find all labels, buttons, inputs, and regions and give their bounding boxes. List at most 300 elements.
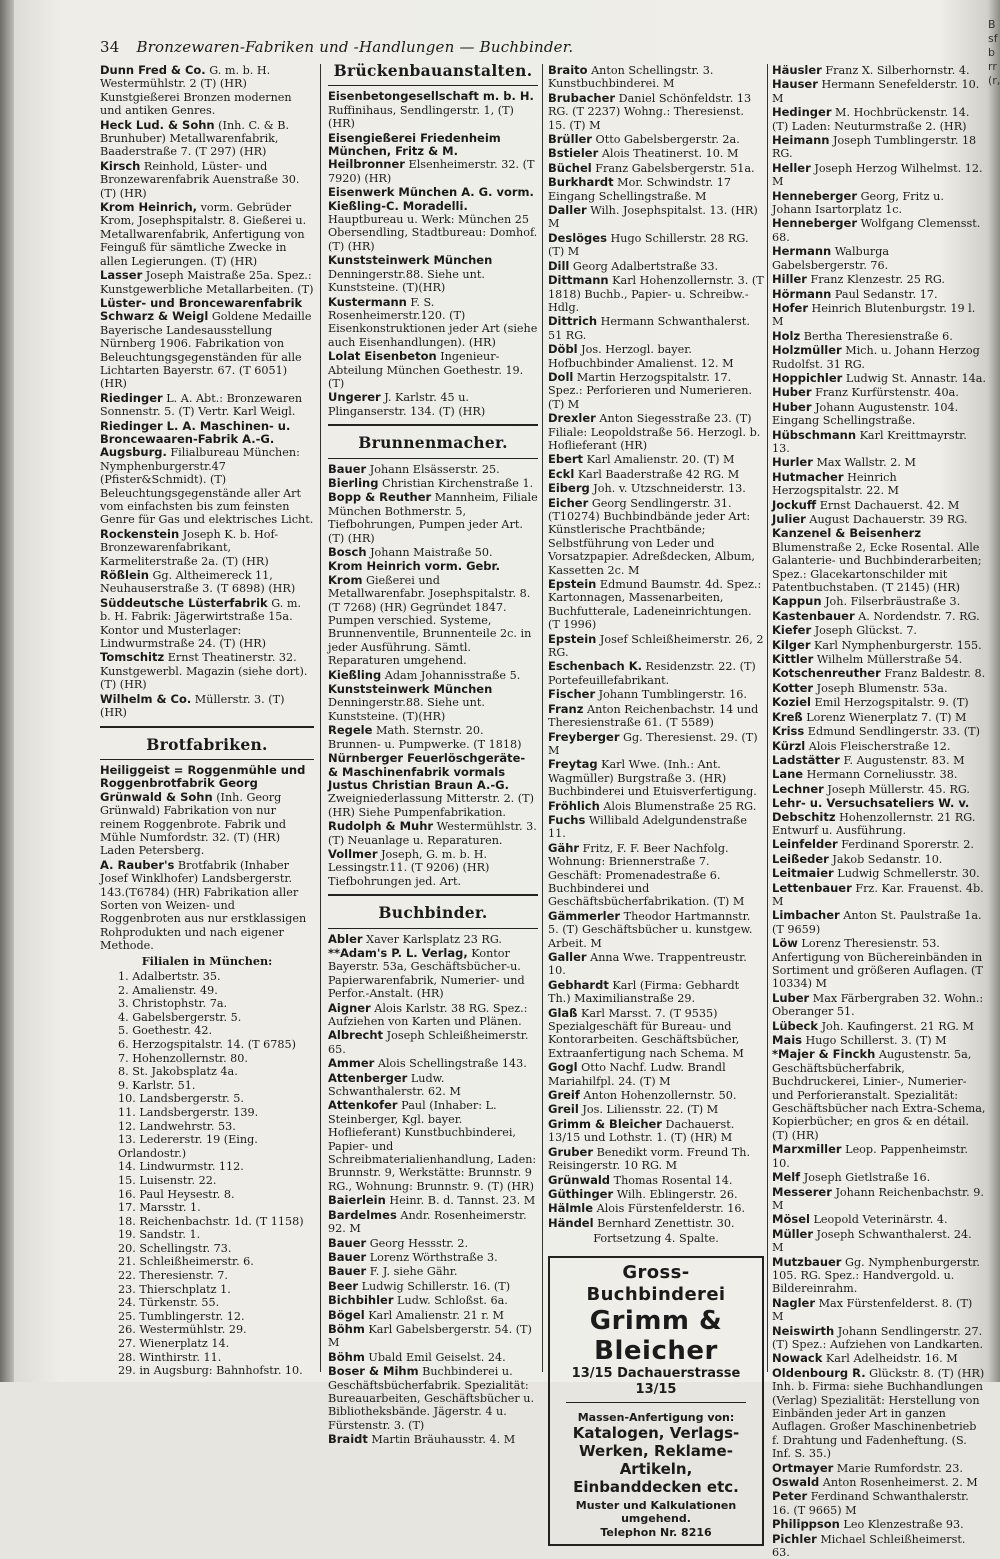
directory-entry <box>328 391 538 418</box>
entry-name: Kießling <box>328 667 382 682</box>
directory-entry <box>772 106 986 133</box>
entry-name: A. Rauber's <box>100 857 175 872</box>
directory-entry <box>100 528 314 568</box>
entry-text: Bernhard Zenettistr. 30. <box>593 1216 735 1230</box>
entry-text: Denningerstr.88. Siehe unt. Kunststeine. (T)(HR) <box>328 267 485 295</box>
entry-name: Döbl <box>548 342 578 357</box>
directory-entry <box>548 497 764 577</box>
filiale-item: 21. Schleißheimerstr. 6. <box>118 1255 254 1269</box>
directory-entry <box>772 499 986 512</box>
entry-text: Lorenz Wienerplatz 7. (T) M <box>802 710 967 724</box>
filiale-item: 1. Adalbertstr. 35. <box>118 970 221 983</box>
directory-entry <box>328 1002 538 1029</box>
entry-text: Johann Reichenbachstr. 9. M <box>772 1185 984 1212</box>
filiale-item: 6. Herzogspitalstr. 14. (T 6785) <box>118 1037 297 1051</box>
entry-name: Glaß <box>548 1005 578 1020</box>
entry-text: Martin Bräuhausstr. 4. M <box>367 1433 516 1447</box>
entry-text: Leop. Pappenheimstr. 10. <box>772 1143 968 1170</box>
directory-entry <box>772 372 986 385</box>
entry-name: Kotter <box>772 680 814 695</box>
entry-name: Bauer <box>328 461 367 476</box>
entry-name: Heller <box>772 160 811 175</box>
directory-entry <box>100 764 314 858</box>
entry-text: Joseph Herzog Wilhelmst. 12. M <box>772 161 983 189</box>
ad-line-4: Massen-Anfertigung von: <box>577 1410 735 1424</box>
directory-entry <box>548 688 764 701</box>
entry-name: Ebert <box>548 452 584 467</box>
filiale-item: 9. Karlstr. 51. <box>118 1078 196 1092</box>
entry-name: Kittler <box>772 652 814 667</box>
entry-text: Zweigniederlassung Mitterstr. 2. (T) (HR) Siehe Pumpenfabrikation. <box>328 792 534 819</box>
entry-text: Frz. Kar. Frauenst. 4b. M <box>772 881 984 908</box>
filiale-item: 10. Landsbergerstr. 5. <box>118 1092 244 1106</box>
entry-text: Hermann Senefelderstr. 10. M <box>772 78 980 105</box>
entry-name: Kiefer <box>772 623 812 638</box>
directory-entry <box>548 1007 764 1061</box>
entry-name: Bstieler <box>548 146 599 161</box>
directory-entry <box>772 882 986 909</box>
entry-name: Hedinger <box>772 105 832 120</box>
entry-text: Ludwig St. Annastr. 14a. <box>842 371 986 385</box>
entry-name: Krom Heinrich, <box>100 200 198 215</box>
entry-name: Oldenbourg R. <box>772 1365 866 1380</box>
entry-name: Dittmann <box>548 273 609 288</box>
directory-entry <box>548 951 764 978</box>
entry-name: Hutmacher <box>772 469 844 484</box>
entry-text: Gg. Nymphenburgerstr. 105. RG. Spez.: Handvergold. u. Bildereinrahm. <box>772 1255 980 1296</box>
entries-buchbinder-cont <box>548 64 764 1230</box>
entry-name: Eicher <box>548 495 589 510</box>
directory-entry <box>772 1171 986 1184</box>
entry-name: Hermann <box>772 244 832 259</box>
directory-entry <box>548 468 764 481</box>
directory-entry <box>548 453 764 466</box>
entry-text: Wilhelm Müllerstraße 54. <box>813 653 963 667</box>
directory-entry <box>548 758 764 798</box>
entry-text: Hugo Schillerst. 3. (T) M <box>802 1034 947 1048</box>
directory-entry <box>548 578 764 632</box>
entry-name: Kunststeinwerk München <box>328 253 493 268</box>
entry-text: Karl Gabelsbergerstr. 54. (T) M <box>328 1322 532 1350</box>
directory-entry <box>328 132 538 186</box>
directory-entry <box>772 797 986 837</box>
entry-name: Ladstätter <box>772 752 840 767</box>
entry-text: Joseph Gietlstraße 16. <box>800 1171 931 1185</box>
entry-name: Dill <box>548 258 570 273</box>
directory-entry <box>548 1061 764 1088</box>
directory-entry <box>772 1048 986 1142</box>
entry-name: Rößlein <box>100 568 149 583</box>
entry-name: Heimann <box>772 133 830 148</box>
directory-entry <box>772 78 986 105</box>
entries-brotfabriken <box>100 764 314 953</box>
entry-name: Grimm & Bleicher <box>548 1116 662 1131</box>
entry-text: Alois Schellingstraße 143. <box>374 1057 527 1071</box>
directory-entry <box>772 429 986 456</box>
entry-text: Johann Augustenstr. 104. Eingang Schellingstraße. <box>772 400 959 428</box>
directory-entry <box>328 683 538 723</box>
entry-text: Denningerstr.88. Siehe unt. Kunststeine. (T)(HR) <box>328 696 485 723</box>
directory-entry <box>328 1029 538 1056</box>
entry-text: Wolfgang Clemensst. 68. <box>772 217 981 244</box>
section-title-brueckenbau: Brückenbauanstalten. <box>333 61 533 80</box>
entry-name: Lolat Eisenbeton <box>328 349 437 364</box>
entry-name: Kunststeinwerk München <box>328 682 493 697</box>
entry-text: Franz X. Silberhornstr. 4. <box>821 64 970 77</box>
entry-text: Heinr. B. d. Tannst. 23. M <box>385 1194 536 1208</box>
entry-name: Eckl <box>548 466 575 481</box>
entry-text: Ingenieur-Abteilung München Goethestr. 19. (T) <box>328 350 524 390</box>
section-title-brotfabriken: Brotfabriken. <box>146 734 268 754</box>
directory-entry <box>772 610 986 623</box>
directory-entry <box>772 1213 986 1226</box>
entry-text: Lorenz Theresienstr. 53. Anfertigung von Büchereinbänden in Sortiment und größeren Auflagen. (T 10334) M <box>772 937 983 991</box>
entry-text: F. Augustenstr. 83. M <box>839 753 965 767</box>
section-divider <box>328 928 538 929</box>
filiale-item: 24. Türkenstr. 55. <box>118 1296 220 1310</box>
entry-name: Heck Lud. & Sohn <box>100 117 215 132</box>
ad-line-2: Grimm & Bleicher <box>589 1305 723 1366</box>
directory-entry <box>548 633 764 660</box>
entry-name: Aigner <box>328 1000 371 1015</box>
section-divider <box>100 726 314 728</box>
directory-entry <box>328 186 538 253</box>
entry-text: (Inh. Georg Grünwald) Fabrikation von nur reinem Roggenbrote. Fabrik und Mühle Numfordstr. 32. (T) (HR) Laden Petersberg. <box>100 790 286 858</box>
directory-entry <box>548 176 764 203</box>
entry-text: Ferdinand Schwanthalerstr. 16. (T 9665) M <box>772 1490 969 1517</box>
entry-name: Luber <box>772 990 810 1005</box>
entry-name: Neiswirth <box>772 1323 835 1338</box>
entry-name: Häusler <box>772 63 822 77</box>
entries-buchbinder-cont-2 <box>772 64 986 1559</box>
entry-name: Tomschitz <box>100 650 165 665</box>
directory-entry <box>328 724 538 751</box>
directory-entry <box>772 1297 986 1324</box>
directory-entry <box>328 752 538 819</box>
entry-name: Böhm <box>328 1349 365 1364</box>
entry-text: Paul (Inhaber: L. Steinberger, Kgl. bayer. Hoflieferant) Kunstbuchbinderei, Papier- und Schreibmaterialienhandlung, Laden: Brunnstr. 9, Werkstätte: Brunnstr. 9 RG., Wohnung: Brunnstr. 9. (T) (HR) <box>328 1099 537 1193</box>
running-title: Bronzewaren-Fabriken und -Handlungen — Buchbinder. <box>136 38 574 56</box>
entry-name: Süddeutsche Lüsterfabrik <box>100 595 268 610</box>
directory-entry <box>100 297 314 391</box>
entry-name: Kustermann <box>328 294 407 309</box>
entry-text: Walburga Gabelsbergerstr. 76. <box>772 245 890 272</box>
entry-name: Burkhardt <box>548 175 614 190</box>
entry-name: Eisengießerei Friedenheim München, Fritz & M. Heilbronner <box>328 130 501 172</box>
directory-entry <box>548 274 764 314</box>
entry-name: Bopp & Reuther <box>328 490 432 505</box>
entry-text: Joseph Schwanthalerst. 24. M <box>772 1227 972 1255</box>
entry-name: Gebhardt <box>548 977 609 992</box>
entry-text: Joh. v. Utzschneiderstr. 13. <box>589 482 746 496</box>
entry-text: Max Fürstenfelderst. 8. (T) M <box>772 1296 973 1324</box>
directory-entry <box>548 1217 764 1230</box>
directory-entry <box>772 1352 986 1365</box>
filiale-item: 13. Ledererstr. 19 (Eing. Orlandostr.) <box>118 1133 258 1160</box>
filiale-item: 3. Christophstr. 7a. <box>118 997 228 1011</box>
entry-text: (Inh. C. & B. Brunhuber) Metallwarenfabrik, Baaderstraße 7. (T 297) (HR) <box>100 118 290 159</box>
entry-name: Doll <box>548 369 574 384</box>
entry-name: Güthinger <box>548 1186 614 1201</box>
entry-text: Karl Baaderstraße 42 RG. M <box>574 467 740 481</box>
directory-entry <box>328 933 538 946</box>
entry-name: Nowack <box>772 1351 823 1366</box>
entry-text: Max Färbergraben 32. Wohn.: Oberanger 51. <box>772 991 984 1019</box>
directory-entry <box>100 201 314 268</box>
entry-name: Braito <box>548 63 588 77</box>
continuation-note: Fortsetzung 4. Spalte. <box>593 1232 719 1246</box>
entry-text: Franz Kurfürstenstr. 40a. <box>811 386 959 400</box>
directory-entry <box>100 693 314 720</box>
directory-entry <box>548 371 764 411</box>
entry-text: Ernst Dachauerst. 42. M <box>816 498 960 512</box>
entries-buchbinder <box>328 933 538 1447</box>
entry-text: Martin Herzogspitalstr. 17. Spez.: Perforieren und Numerieren. (T) M <box>548 370 752 411</box>
entry-text: Karl (Firma: Gebhardt Th.) Maximilianstraße 29. <box>548 978 740 1006</box>
entry-name: Hurler <box>772 455 813 470</box>
directory-entry <box>328 1323 538 1350</box>
entry-name: Fischer <box>548 687 596 702</box>
filiale-item: 12. Landwehrstr. 53. <box>118 1119 236 1133</box>
entry-text: G. m. b. H. Westermühlstr. 2 (T) (HR) Kunstgießerei Bronzen modernen und antiken Genres. <box>100 64 292 118</box>
directory-entry <box>548 660 764 687</box>
directory-entry <box>772 1325 986 1352</box>
entry-text: Joseph Müllerstr. 45. RG. <box>823 782 970 796</box>
advertisement-grimm-bleicher <box>548 1256 764 1547</box>
entry-name: Abler <box>328 931 363 946</box>
directory-entry <box>772 1186 986 1213</box>
entry-text: Edmund Sendlingerstr. 33. (T) <box>804 725 980 739</box>
directory-entry <box>772 937 986 991</box>
entry-name: Kastenbauer <box>772 608 855 623</box>
entry-text: Karl Marsst. 7. (T 9535) Spezialgeschäft für Bureau- und Kontorarbeiten. Geschäftsbücher, Extraanfertigung nach Schema. M <box>548 1006 744 1060</box>
filiale-item: 14. Lindwurmstr. 112. <box>118 1160 244 1174</box>
section-divider <box>328 458 538 459</box>
entry-name: Bichbihler <box>328 1293 394 1308</box>
directory-entry <box>548 731 764 758</box>
directory-entry <box>772 1228 986 1255</box>
entry-name: Brüller <box>548 132 592 147</box>
entry-name: Greil <box>548 1102 579 1117</box>
entry-name: Oswald <box>772 1475 820 1490</box>
entry-text: Blumenstraße 2, Ecke Rosental. Alle Galanterie- und Buchbinderarbeiten; Spez.: Glacekartonschilder mit Patentbuchstaben. (T 2145) (HR) <box>772 540 982 595</box>
entry-name: Händel <box>548 1215 594 1230</box>
entry-name: Limbacher <box>772 908 840 923</box>
directory-entry <box>772 302 986 329</box>
entry-text: Residenzstr. 22. (T) Portefeuillefabrikant. <box>548 660 756 687</box>
entry-text: Fritz, F. F. Beer Nachfolg. Wohnung: Briennerstraße 7. Geschäft: Promenadestraße 6. Buchbinderei und Geschäftsbücherfabrikation. (T) M <box>548 841 745 909</box>
entry-text: Karl Nymphenburgerstr. 155. <box>810 638 982 652</box>
entry-name: Nagler <box>772 1295 816 1310</box>
directory-entry <box>772 725 986 738</box>
entry-name: Bierling <box>328 475 379 490</box>
directory-entry <box>328 1280 538 1293</box>
directory-entry <box>772 595 986 608</box>
filiale-item: 18. Reichenbachstr. 1d. (T 1158) <box>118 1214 304 1228</box>
entry-name: Nürnberger Feuerlöschgeräte- & Maschinenfabrik vormals Justus Christian Braun A.-G. <box>328 751 526 792</box>
directory-entry <box>328 1351 538 1364</box>
entry-name: Greif <box>548 1088 580 1103</box>
entry-text: Karl Amalienstr. 20. (T) M <box>583 453 735 467</box>
entry-text: Adam Johannisstraße 5. <box>381 668 521 682</box>
entry-name: Leißeder <box>772 851 829 866</box>
entry-text: Hermann Corneliusstr. 38. <box>803 768 958 782</box>
filiale-item: 16. Paul Heysestr. 8. <box>118 1187 235 1201</box>
directory-entry <box>772 190 986 217</box>
entry-text: M. Hochbrückenstr. 14. (T) Laden: Neuturmstraße 2. (HR) <box>772 106 970 133</box>
ad-line-6: Muster und Kalkulationen umgehend. <box>575 1498 737 1526</box>
entry-text: Alois Fleischerstraße 12. <box>805 739 951 753</box>
entry-name: *Majer & Finckh <box>772 1047 876 1062</box>
directory-entry <box>548 232 764 259</box>
entry-name: Baierlein <box>328 1193 386 1208</box>
entry-text: Georg Adalbertstraße 33. <box>569 259 719 273</box>
entry-text: Georg Hessstr. 2. <box>366 1236 469 1250</box>
entry-text: Goldene Medaille Bayerische Landesausstellung Nürnberg 1906. Fabrikation von Beleuchtungsgegenständen für alle Lichtarten Bayerstr. 67. (T 6051) (HR) <box>100 310 312 391</box>
entry-name: Dunn Fred & Co. <box>100 63 206 77</box>
directory-entry <box>772 639 986 652</box>
entry-name: Huber <box>772 385 812 400</box>
entry-text: Anton Rosenheimerst. 2. M <box>819 1476 978 1490</box>
entry-name: Regele <box>328 723 373 738</box>
directory-entry <box>328 1209 538 1236</box>
entry-name: Kotschenreuther <box>772 666 881 681</box>
entry-text: Anna Wwe. Trappentreustr. 10. <box>548 951 747 978</box>
directory-entry <box>772 1476 986 1489</box>
column-rule <box>542 64 543 1372</box>
section-title-brunnenmacher: Brunnenmacher. <box>358 433 508 453</box>
filiale-item: 2. Amalienstr. 49. <box>118 983 218 997</box>
directory-entry <box>548 1188 764 1201</box>
entry-name: Rudolph & Muhr <box>328 819 434 834</box>
directory-entry <box>772 853 986 866</box>
directory-entry <box>772 513 986 526</box>
entry-text: Math. Sternstr. 20. Brunnen- u. Pumpwerke. (T 1818) <box>328 724 522 751</box>
edge-text: Bsfbrr (r, <box>988 18 1000 87</box>
entry-name: Messerer <box>772 1184 832 1199</box>
entry-text: Alois Karlstr. 38 RG. Spez.: Aufziehen von Karten und Plänen. <box>328 1001 528 1028</box>
section-divider <box>328 894 538 896</box>
directory-entry <box>548 1202 764 1215</box>
entry-name: Eisenwerk München A. G. vorm. Kießling-C. Moradelli. <box>328 185 534 213</box>
entry-name: Ungerer <box>328 390 381 405</box>
entry-name: Leinfelder <box>772 837 838 852</box>
entry-text: Paul Sedanstr. 17. <box>831 287 938 301</box>
directory-entry <box>548 800 764 813</box>
directory-entry <box>548 162 764 175</box>
entry-text: vorm. Gebrüder Krom, Josephspitalstr. 8. Gießerei u. Metallwarenfabrik, Anfertigung von Feinguß für sämtliche Zwecke in allen Legierungen. (T) (HR) <box>100 201 307 268</box>
directory-entry <box>548 1146 764 1173</box>
entry-text: Ruffinihaus, Sendlingerstr. 1, (T) (HR) <box>328 103 514 131</box>
column-1 <box>100 63 314 1378</box>
entry-name: Lübeck <box>772 1018 819 1033</box>
entry-text: Andr. Rosenheimerstr. 92. M <box>328 1208 527 1236</box>
directory-entry <box>548 1103 764 1116</box>
entry-text: Theodor Hartmannstr. 5. (T) Geschäftsbücher u. kunstgew. Arbeit. M <box>548 909 753 950</box>
entry-text: Hauptbureau u. Werk: München 25 Obersendling, Stadtbureau: Domhof. (T) (HR) <box>328 213 538 253</box>
directory-entry <box>548 133 764 146</box>
section-divider <box>328 85 538 86</box>
directory-entry <box>100 859 314 953</box>
entry-text: Joseph Glückst. 7. <box>811 624 917 638</box>
directory-entry <box>100 269 314 296</box>
entry-text: Hohenzollernstr. 21 RG. Entwurf u. Ausführung. <box>772 810 976 837</box>
entry-text: Joseph K. b. Hof-Bronzewarenfabrikant, Karmeliterstraße 2a. (T) (HR) <box>100 527 278 568</box>
filiale-item: 17. Marsstr. 1. <box>118 1201 201 1215</box>
directory-entry <box>548 204 764 231</box>
entry-name: Hofer <box>772 300 808 315</box>
entry-name: Mais <box>772 1033 802 1048</box>
entry-name: Ortmayer <box>772 1460 834 1475</box>
ad-line-5: Katalogen, Verlags-Werken, Reklame-Artikeln, Einbanddecken etc. <box>572 1423 740 1496</box>
directory-entry <box>100 160 314 200</box>
entry-name: Hälmle <box>548 1201 594 1216</box>
entry-name: Lettenbauer <box>772 880 852 895</box>
filiale-item: 25. Tumblingerstr. 12. <box>118 1309 245 1323</box>
entry-text: Franz Baldestr. 8. <box>880 667 986 681</box>
entry-name: Bögel <box>328 1307 365 1322</box>
directory-entry <box>328 1057 538 1070</box>
section-divider <box>328 424 538 426</box>
entry-text: Filialbureau München: Nymphenburgerstr.47 (Pfister&Schmidt). (T) Beleuchtungsgegenstände aller Art vom einfachsten bis zum feinsten Genre für Gas und elektrisches Licht. <box>100 446 314 527</box>
entry-text: Josef Schleißheimerstr. 26, 2 RG. <box>548 632 764 660</box>
page-number: 34 <box>100 38 120 56</box>
entry-text: L. A. Abt.: Bronzewaren Sonnenstr. 5. (T) Vertr. Karl Weigl. <box>100 391 303 419</box>
entry-text: Glückstr. 8. (T) (HR) Inh. b. Firma: siehe Buchhandlungen (Verlag) Spezialität: Herstellung von Einbänden jeder Art in ganzen Auflagen. Großer Maschinenbetrieb f. Drahtung und Fadenheftung. (S. Inf. S. 35.) <box>772 1366 985 1461</box>
directory-entry <box>772 682 986 695</box>
filiale-item: 4. Gabelsbergerstr. 5. <box>118 1010 242 1024</box>
entry-name: Kappun <box>772 594 822 609</box>
entry-text: Karl Wwe. (Inh.: Ant. Wagmüller) Burgstraße 3. (HR) Buchbinderei und Etuisverfertigung. <box>548 758 757 799</box>
ad-line-1: Gross-Buchbinderei <box>586 1261 726 1305</box>
directory-entry <box>772 64 986 77</box>
directory-entry <box>328 1265 538 1278</box>
entry-name: Kriss <box>772 724 805 739</box>
entry-text: Karl Hohenzollernstr. 3. (T 1818) Buchb., Papier- u. Schreibw.-Hdlg. <box>548 274 764 314</box>
entry-text: Joseph Schleißheimerstr. 65. <box>328 1029 529 1056</box>
entry-text: Ludw. Schwanthalerstr. 62. M <box>328 1071 461 1099</box>
entry-text: G. m. b. H. Fabrik: Jägerwirtstraße 15a. Kontor und Musterlager: Lindwurmstraße 24. (T) (HR) <box>100 596 302 651</box>
directory-entry <box>772 401 986 428</box>
column-2 <box>328 61 538 1447</box>
entry-name: Hiller <box>772 272 807 287</box>
entry-name: Gämmerler <box>548 908 621 923</box>
entry-text: Karl Amalienstr. 21 r. M <box>364 1308 504 1322</box>
entry-name: Epstein <box>548 577 597 592</box>
directory-entry <box>772 1533 986 1559</box>
entry-text: Ludwig Schmellerstr. 30. <box>833 867 980 881</box>
entry-name: Brubacher <box>548 90 616 105</box>
directory-entry <box>328 1251 538 1264</box>
directory-entry <box>100 569 314 596</box>
entry-text: Joseph Maistraße 25a. Spez.: Kunstgewerbliche Metallarbeiten. (T) <box>100 269 314 296</box>
directory-entry <box>772 783 986 796</box>
entry-text: August Dachauerstr. 39 RG. <box>805 513 968 526</box>
entry-text: Mich. u. Johann Herzog Rudolfst. 31 RG. <box>772 344 980 371</box>
entry-name: Krom Heinrich vorm. Gebr. Krom <box>328 559 500 587</box>
entry-text: Anton Siegesstraße 23. (T) Filiale: Leopoldstraße 56. Herzogl. b. Hoflieferant (HR) <box>548 412 761 452</box>
directory-entry <box>772 1143 986 1170</box>
filiale-item: 27. Wienerplatz 14. <box>118 1337 230 1351</box>
entry-name: Bosch <box>328 545 367 559</box>
entry-text: Alois Blumenstraße 25 RG. <box>599 799 757 813</box>
directory-entry <box>772 386 986 399</box>
filiale-item: 11. Landsbergerstr. 139. <box>118 1105 259 1119</box>
entry-name: Hörmann <box>772 286 832 301</box>
directory-entry <box>548 703 764 730</box>
directory-entry <box>100 392 314 419</box>
entry-text: Johann Elsässerstr. 25. <box>366 462 500 476</box>
